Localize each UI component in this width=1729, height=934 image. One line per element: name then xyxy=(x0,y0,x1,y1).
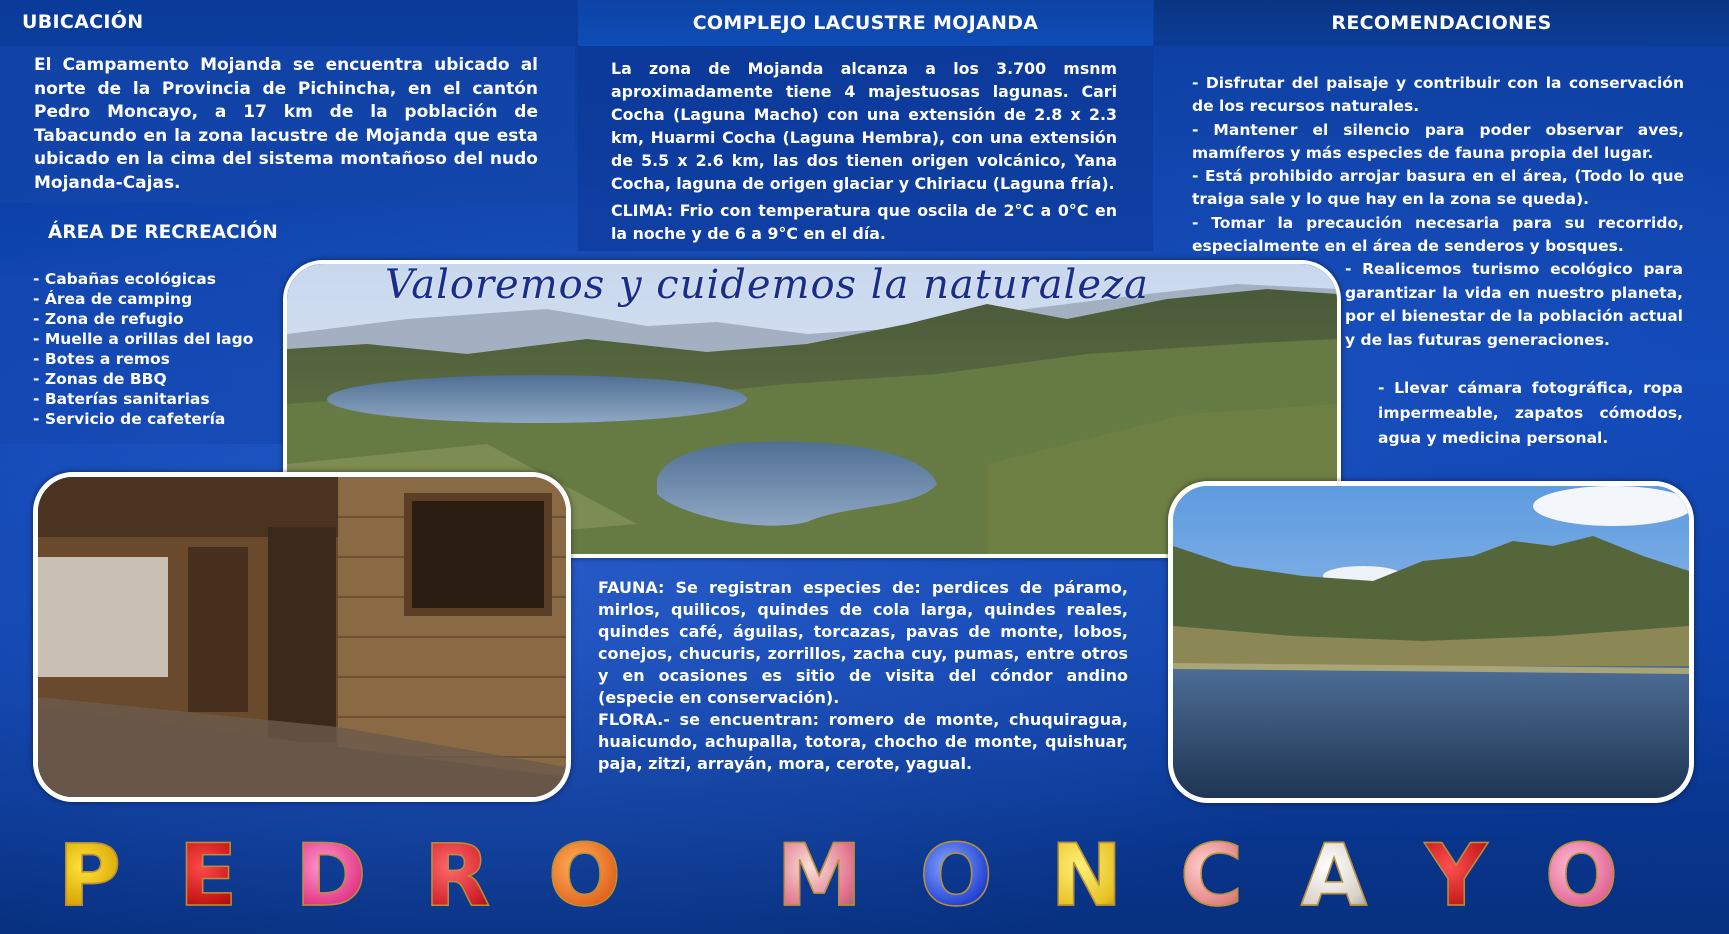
recreacion-item: - Zona de refugio xyxy=(33,310,184,328)
brand-letter: A xyxy=(1300,826,1368,926)
recreacion-item: - Área de camping xyxy=(33,290,193,308)
recreacion-panel xyxy=(0,262,285,444)
fauna-text: FAUNA: Se registran especies de: perdices de páramo, mirlos, quilicos, quindes de cola larga, quindes reales, quindes café, águilas, torcazas, pavas de monte, lobos, conejos, chucuris, zorrillos, zacha cuy, pumas, entre otros y en ocasiones es sitio de visita del cóndor andino (especie en conservación). xyxy=(598,578,1128,707)
recomendacion-6: - Llevar cámara fotográfica, ropa impermeable, zapatos cómodos, agua y medicina personal. xyxy=(1378,379,1683,447)
brand-letter: O xyxy=(547,826,622,926)
flora-text: FLORA.- se encuentran: romero de monte, chuquiragua, huaicundo, achupalla, totora, chocho de monte, quishuar, paja, zitzi, arrayán, mora, cerote, yagual. xyxy=(598,710,1128,773)
recomendacion-5: - Realicemos turismo ecológico para garantizar la vida en nuestro planeta, por el bienestar de la población actual y de las futuras generaciones. xyxy=(1345,260,1683,349)
lake-valley-illustration xyxy=(1173,486,1689,798)
brand-letter: D xyxy=(295,826,367,926)
ubicacion-title: UBICACIÓN xyxy=(22,11,144,33)
recomendacion-item: - Está prohibido arrojar basura en el área, (Todo lo que traiga sale y lo que hay en la zona se queda). xyxy=(1192,167,1684,209)
recomendaciones-title: RECOMENDACIONES xyxy=(1331,12,1552,34)
complejo-header xyxy=(578,0,1153,46)
slogan-text: Valoremos y cuidemos la naturaleza xyxy=(385,262,1149,308)
ubicacion-header xyxy=(0,0,575,44)
recreacion-title: ÁREA DE RECREACIÓN xyxy=(48,222,278,243)
brand-letter: O xyxy=(1544,826,1618,926)
recreacion-item: - Botes a remos xyxy=(33,350,170,368)
ubicacion-text: El Campamento Mojanda se encuentra ubicado al norte de la Provincia de Pichincha, en el cantón Pedro Moncayo, a 17 km de la población de Tabacundo en la zona lacustre de Mojanda que esta ubicado en la cima del sistema montañoso del nudo Mojanda-Cajas. xyxy=(34,55,538,193)
brand-letter: C xyxy=(1179,826,1244,926)
complejo-title: COMPLEJO LACUSTRE MOJANDA xyxy=(692,12,1039,34)
brand-letter: Y xyxy=(1424,826,1488,926)
recomendacion-item: - Tomar la precaución necesaria para su recorrido, especialmente en el área de senderos y bosques. xyxy=(1192,213,1684,256)
recreacion-item: - Baterías sanitarias xyxy=(33,390,210,408)
clima-text: CLIMA: Frio con temperatura que oscila de 2°C a 0°C en la noche y de 6 a 9°C en el día. xyxy=(611,201,1117,243)
recomendaciones-header xyxy=(1154,0,1729,46)
recomendacion-item: - Disfrutar del paisaje y contribuir con la conservación de los recursos naturales. xyxy=(1192,74,1684,116)
recomendaciones-body xyxy=(1192,72,1684,258)
recreacion-list xyxy=(33,269,253,429)
cabin-illustration xyxy=(38,477,566,797)
recreacion-item: - Muelle a orillas del lago xyxy=(33,330,254,348)
brand-letter: N xyxy=(1050,826,1123,926)
recreacion-item: - Cabañas ecológicas xyxy=(33,270,216,288)
brand-title xyxy=(58,828,1618,924)
lake-valley-photo xyxy=(1168,481,1694,803)
recomendaciones-list xyxy=(1192,72,1684,258)
brand-letter: P xyxy=(58,826,122,926)
cabin-photo xyxy=(33,472,571,802)
complejo-panel xyxy=(578,46,1153,251)
brand-word-gap xyxy=(679,828,719,924)
brand-letter: E xyxy=(178,826,238,926)
brand-letter: O xyxy=(919,826,993,926)
brand-letter: M xyxy=(776,826,862,926)
recomendacion-item: - Mantener el silencio para poder observar aves, mamíferos y más especies de fauna propia del lugar. xyxy=(1192,120,1684,162)
complejo-text: La zona de Mojanda alcanza a los 3.700 msnm aproximadamente tiene 4 majestuosas lagunas. Cari Cocha (Laguna Macho) con una extensión de 2.8 x 2.3 km, Huarmi Cocha (Laguna Hembra), con una extensión de 5.5 x 2.6 km, las dos tienen origen volcánico, Yana Cocha, laguna de origen glaciar y Chiriacu (Laguna fría). xyxy=(611,59,1117,193)
recreacion-item: - Zonas de BBQ xyxy=(33,370,167,388)
recreacion-item: - Servicio de cafetería xyxy=(33,410,226,428)
brand-letter: R xyxy=(424,826,491,926)
ubicacion-panel xyxy=(0,46,575,203)
